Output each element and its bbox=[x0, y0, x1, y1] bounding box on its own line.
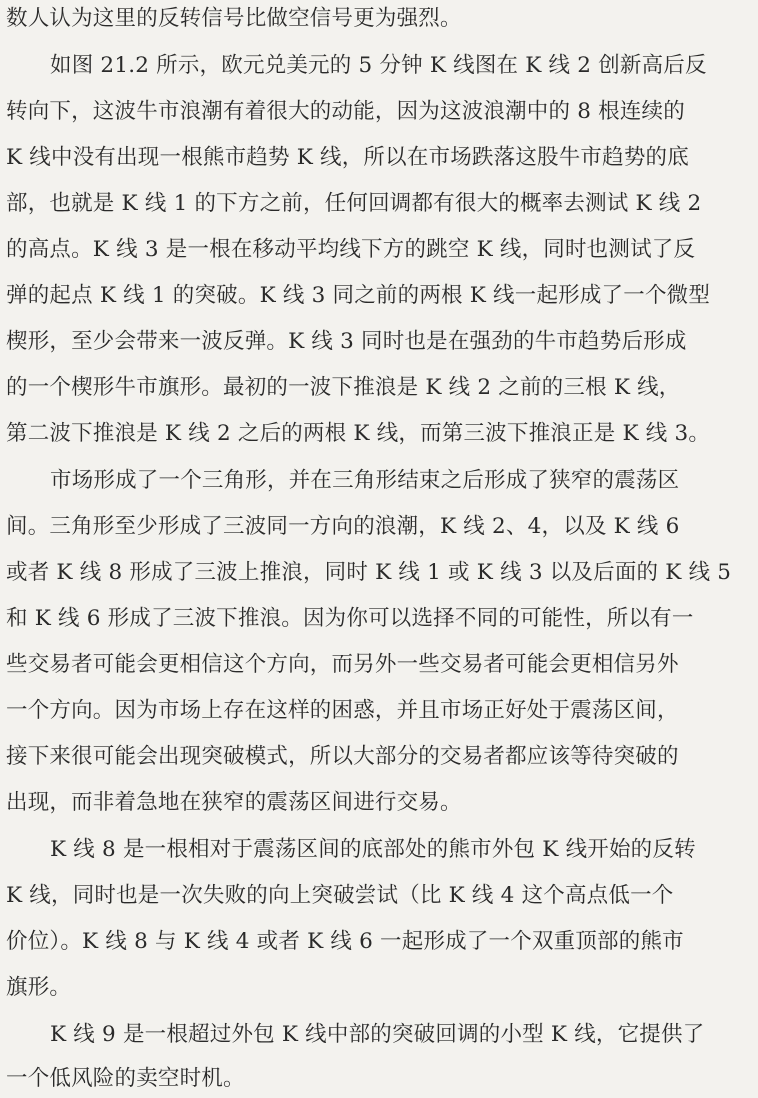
text-line: K 线 8 是一根相对于震荡区间的底部处的熊市外包 K 线开始的反转 bbox=[50, 837, 696, 862]
text-line: 转向下，这波牛市浪潮有着很大的动能，因为这波浪潮中的 8 根连续的 bbox=[6, 99, 685, 124]
text-line: 一个方向。因为市场上存在这样的困惑，并且市场正好处于震荡区间， bbox=[6, 698, 679, 723]
text-line: 的高点。K 线 3 是一根在移动平均线下方的跳空 K 线，同时也测试了反 bbox=[6, 237, 696, 262]
text-line: 如图 21.2 所示，欧元兑美元的 5 分钟 K 线图在 K 线 2 创新高后反 bbox=[50, 53, 707, 78]
text-line: 或者 K 线 8 形成了三波上推浪，同时 K 线 1 或 K 线 3 以及后面的 K 线 5 bbox=[6, 560, 732, 585]
text-line: K 线中没有出现一根熊市趋势 K 线，所以在市场跌落这股牛市趋势的底 bbox=[6, 145, 689, 170]
text-line: 价位）。K 线 8 与 K 线 4 或者 K 线 6 一起形成了一个双重顶部的熊市 bbox=[6, 929, 684, 954]
text-line: 间。三角形至少形成了三波同一方向的浪潮，K 线 2、4，以及 K 线 6 bbox=[6, 514, 680, 539]
text-line: 数人认为这里的反转信号比做空信号更为强烈。 bbox=[6, 6, 462, 31]
text-line: K 线，同时也是一次失败的向上突破尝试（比 K 线 4 这个高点低一个 bbox=[6, 883, 674, 908]
text-line: 弹的起点 K 线 1 的突破。K 线 3 同之前的两根 K 线一起形成了一个微型 bbox=[6, 283, 711, 308]
text-line: 楔形，至少会带来一波反弹。K 线 3 同时也是在强劲的牛市趋势后形成 bbox=[6, 329, 687, 354]
text-line: 和 K 线 6 形成了三波下推浪。因为你可以选择不同的可能性，所以有一 bbox=[6, 606, 694, 631]
text-line: 旗形。 bbox=[6, 975, 72, 1000]
text-line: 第二波下推浪是 K 线 2 之后的两根 K 线，而第三波下推浪正是 K 线 3。 bbox=[6, 421, 711, 446]
text-line: 部，也就是 K 线 1 的下方之前，任何回调都有很大的概率去测试 K 线 2 bbox=[6, 191, 702, 216]
text-line: 些交易者可能会更相信这个方向，而另外一些交易者可能会更相信另外 bbox=[6, 652, 679, 677]
text-line: K 线 9 是一根超过外包 K 线中部的突破回调的小型 K 线，它提供了 bbox=[50, 1022, 705, 1047]
text-line: 出现，而非着急地在狭窄的震荡区间进行交易。 bbox=[6, 790, 462, 815]
text-line: 市场形成了一个三角形，并在三角形结束之后形成了狭窄的震荡区 bbox=[50, 468, 680, 493]
text-line: 一个低风险的卖空时机。 bbox=[6, 1066, 245, 1091]
text-line: 接下来很可能会出现突破模式，所以大部分的交易者都应该等待突破的 bbox=[6, 744, 679, 769]
text-line: 的一个楔形牛市旗形。最初的一波下推浪是 K 线 2 之前的三根 K 线， bbox=[6, 375, 681, 400]
